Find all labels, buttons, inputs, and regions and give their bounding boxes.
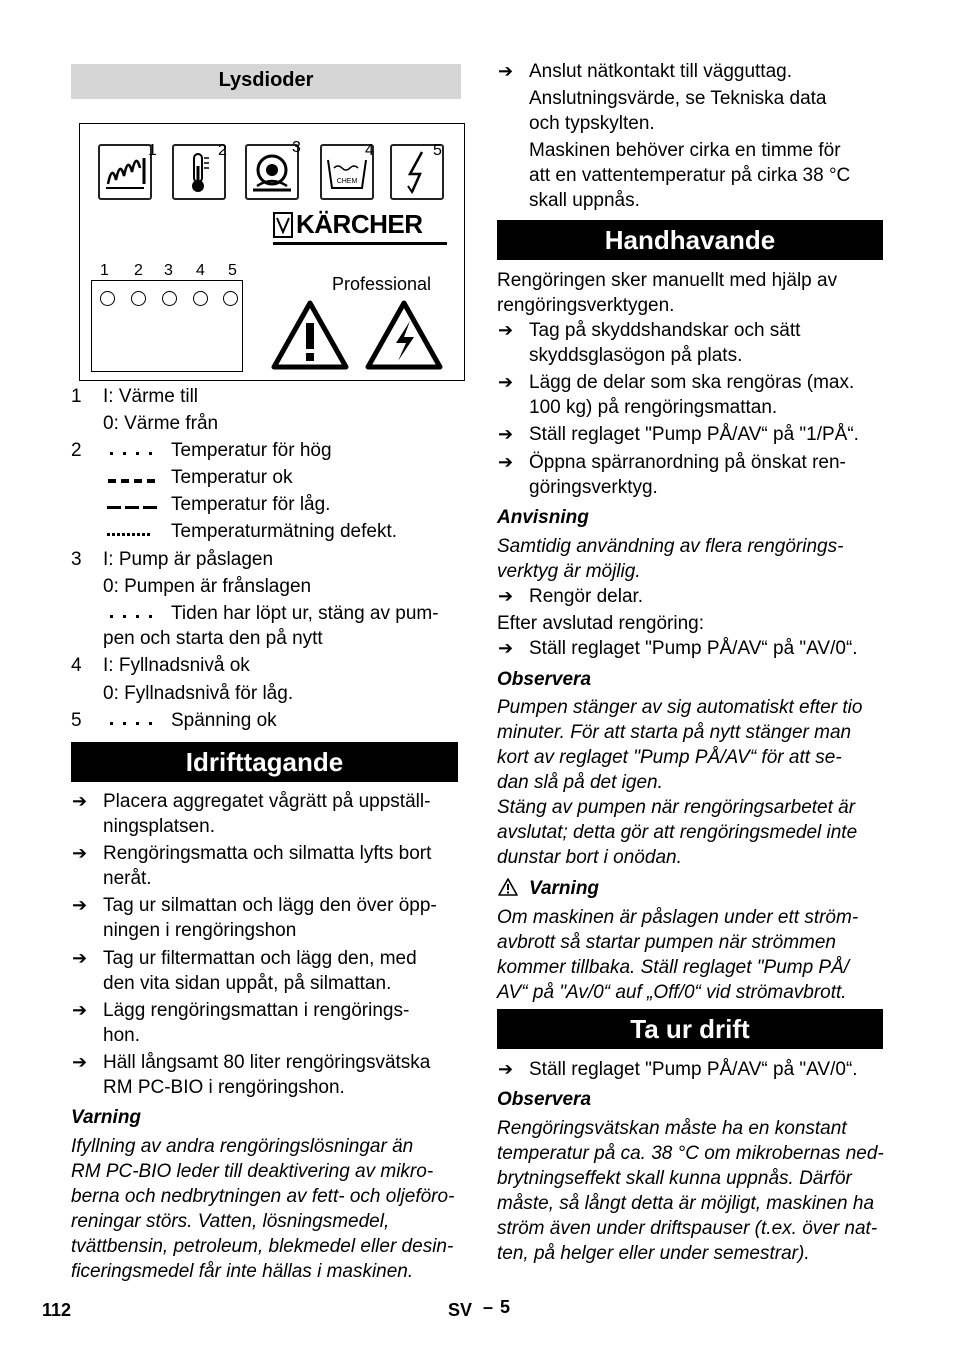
varning2-line: AV“ på "Av/0“ auf „Off/0“ vid strömavbrott. [497,982,847,1003]
arrow-icon: ➔ [72,948,88,968]
warning-triangle-icon [270,299,350,371]
hand-line: Öppna spärranordning på önskat ren- [529,452,846,473]
varning-title: Varning [71,1107,142,1128]
idrift-line: Häll långsamt 80 liter rengöringsvätska [103,1052,431,1073]
hand-line: Rengöringen sker manuellt med hjälp av [497,270,838,291]
icon-number: 4 [365,142,374,159]
observera2-line: måste, så långt detta är möjligt, maskinen ha [497,1193,875,1214]
legend-text: Temperatur ok [171,467,293,488]
connection-line: Anslutningsvärde, se Tekniska data [529,88,827,109]
lysdioder-heading: Lysdioder [218,69,314,91]
observera-line: Pumpen stänger av sig automatiskt efter tio [497,697,863,718]
icon-number: 1 [148,142,157,159]
legend-text: I: Pump är påslagen [103,549,274,570]
hand-line: Lägg de delar som ska rengöras (max. [529,372,855,393]
varning2-title: Varning [529,878,600,899]
observera-line: dunstar bort i onödan. [497,847,682,868]
led-5 [223,291,238,306]
blink-medium-icon [108,479,156,483]
observera-line: kort av reglaget "Pump PÅ/AV“ för att se- [497,747,842,768]
varning2-line: avbrott så startar pumpen när strömmen [497,932,836,953]
brand-name: KÄRCHER [296,209,423,239]
blink-slow-icon [110,722,156,726]
observera-line: minuter. För att starta på nytt stänger man [497,722,852,743]
blink-fast-icon [107,533,151,537]
observera-line: avslutat; detta gör att rengöringsmedel inte [497,822,858,843]
varning-line: RM PC-BIO leder till deaktivering av mikro- [71,1161,434,1182]
blink-slow-icon [110,452,156,456]
arrow-icon: ➔ [72,1000,88,1020]
section-page-number: 5 [500,1297,511,1317]
led-number: 2 [134,262,143,279]
arrow-icon: ➔ [72,843,88,863]
idrift-line: Rengöringsmatta och silmatta lyfts bort [103,843,432,864]
footer-dash: – [483,1297,494,1317]
led-1 [100,291,115,306]
legend-text: 0: Fyllnadsnivå för låg. [103,683,294,704]
legend-number: 1 [71,386,82,407]
arrow-icon: ➔ [72,895,88,915]
connection-line: Maskinen behöver cirka en timme för [529,140,841,161]
hand-line: rengöringsverktygen. [497,295,675,316]
observera-line: dan slå på det igen. [497,772,663,793]
chem-label: CHEM [336,178,358,185]
legend-number: 4 [71,655,82,676]
hand-line: Ställ reglaget "Pump PÅ/AV“ på "1/PÅ“. [529,424,859,445]
varning2-line: Om maskinen är påslagen under ett ström- [497,907,859,928]
led-number: 4 [196,262,205,279]
heater-icon [98,144,152,200]
led-number: 3 [164,262,173,279]
observera2-line: temperatur på ca. 38 °C om mikrobernas ned- [497,1143,884,1164]
hand-line: göringsverktyg. [529,477,658,498]
legend-text: I: Värme till [103,386,199,407]
arrow-icon: ➔ [498,1059,514,1079]
legend-text: pen och starta den på nytt [103,628,323,649]
idrift-line: neråt. [103,868,152,889]
after-line: Ställ reglaget "Pump PÅ/AV“ på "AV/0“. [529,638,858,659]
varning-line: Ifyllning av andra rengöringslösningar än [71,1136,414,1157]
legend-number: 3 [71,549,82,570]
arrow-icon: ➔ [498,638,514,658]
observera-line: Stäng av pumpen när rengöringsarbetet är [497,797,856,818]
arrow-icon: ➔ [72,791,88,811]
idrift-line: RM PC-BIO i rengöringshon. [103,1077,345,1098]
arrow-icon: ➔ [72,1052,88,1072]
led-number: 1 [100,262,109,279]
handhavande-heading: Handhavande [497,220,883,260]
after-line: Rengör delar. [529,586,644,607]
legend-number: 2 [71,440,82,461]
after-line: Efter avslutad rengöring: [497,613,705,634]
legend-text: I: Fyllnadsnivå ok [103,655,250,676]
blink-slow-icon [110,615,156,619]
observera2-line: Rengöringsvätskan måste ha en konstant [497,1118,847,1139]
varning2-line: kommer tillbaka. Ställ reglaget "Pump PÅ/ [497,957,850,978]
arrow-icon: ➔ [498,452,514,472]
varning-line: reningar störs. Vatten, lösningsmedel, [71,1211,390,1232]
pump-icon [245,144,299,200]
warning-triangle-icon [498,878,518,896]
idrift-line: ningsplatsen. [103,816,215,837]
observera2-line: ten, på helger eller under semestrar). [497,1243,810,1264]
arrow-icon: ➔ [498,61,514,81]
anvisning-title: Anvisning [497,507,589,528]
page-number: 112 [42,1300,72,1320]
arrow-icon: ➔ [498,372,514,392]
ta-ur-drift-heading: Ta ur drift [497,1009,883,1049]
led-4 [193,291,208,306]
anvisning-line: Samtidig användning av flera rengörings- [497,536,844,557]
observera2-line: ström även under driftspauser (t.ex. över nat- [497,1218,878,1239]
legend-text: 0: Värme från [103,413,219,434]
connection-line: Anslut nätkontakt till vägguttag. [529,61,792,82]
varning-line: berna och nedbrytningen av fett- och oljeföro- [71,1186,455,1207]
taurdrift-line: Ställ reglaget "Pump PÅ/AV“ på "AV/0“. [529,1059,858,1080]
varning-line: ficeringsmedel får inte hällas i maskinen. [71,1261,414,1282]
led-box [91,280,243,372]
legend-text: Tiden har löpt ur, stäng av pum- [171,603,439,624]
arrow-icon: ➔ [498,320,514,340]
legend-text: Temperatur för låg. [171,494,331,515]
legend-number: 5 [71,710,82,731]
blink-long-icon [107,506,157,510]
arrow-icon: ➔ [498,586,514,606]
idrift-line: hon. [103,1025,140,1046]
led-number: 5 [228,262,237,279]
legend-text: Spänning ok [171,710,277,731]
hand-line: skyddsglasögon på plats. [529,345,743,366]
hand-line: 100 kg) på rengöringsmattan. [529,397,778,418]
observera2-line: brytningseffekt skall kunna uppnås. Därför [497,1168,852,1189]
led-2 [131,291,146,306]
idrift-line: ningen i rengöringshon [103,920,297,941]
control-panel-illustration [79,123,465,381]
idrift-line: Lägg rengöringsmattan i rengörings- [103,1000,410,1021]
idrift-line: den vita sidan uppåt, på silmattan. [103,973,392,994]
idrift-line: Tag ur silmattan och lägg den över öpp- [103,895,437,916]
idrift-line: Placera aggregatet vågrätt på uppställ- [103,791,431,812]
idrifttagande-heading: Idrifttagande [71,742,458,782]
icon-number: 5 [433,142,442,159]
legend-text: 0: Pumpen är frånslagen [103,576,312,597]
varning-line: tvättbensin, petroleum, blekmedel eller desin- [71,1236,454,1257]
icon-number: 2 [218,142,227,159]
professional-label: Professional [332,274,432,294]
icon-number: 3 [292,139,301,156]
connection-line: och typskylten. [529,113,655,134]
observera2-title: Observera [497,1089,592,1110]
led-3 [162,291,177,306]
idrift-line: Tag ur filtermattan och lägg den, med [103,948,417,969]
connection-line: att en vattentemperatur på cirka 38 °C [529,165,851,186]
hand-line: Tag på skyddshandskar och sätt [529,320,801,341]
observera-title: Observera [497,669,592,690]
anvisning-line: verktyg är möjlig. [497,561,641,582]
karcher-logo [273,209,449,240]
electric-warning-icon [364,299,444,371]
connection-line: skall uppnås. [529,190,640,211]
arrow-icon: ➔ [498,424,514,444]
legend-text: Temperaturmätning defekt. [171,521,398,542]
legend-text: Temperatur för hög [171,440,332,461]
language-code: SV [448,1300,473,1320]
